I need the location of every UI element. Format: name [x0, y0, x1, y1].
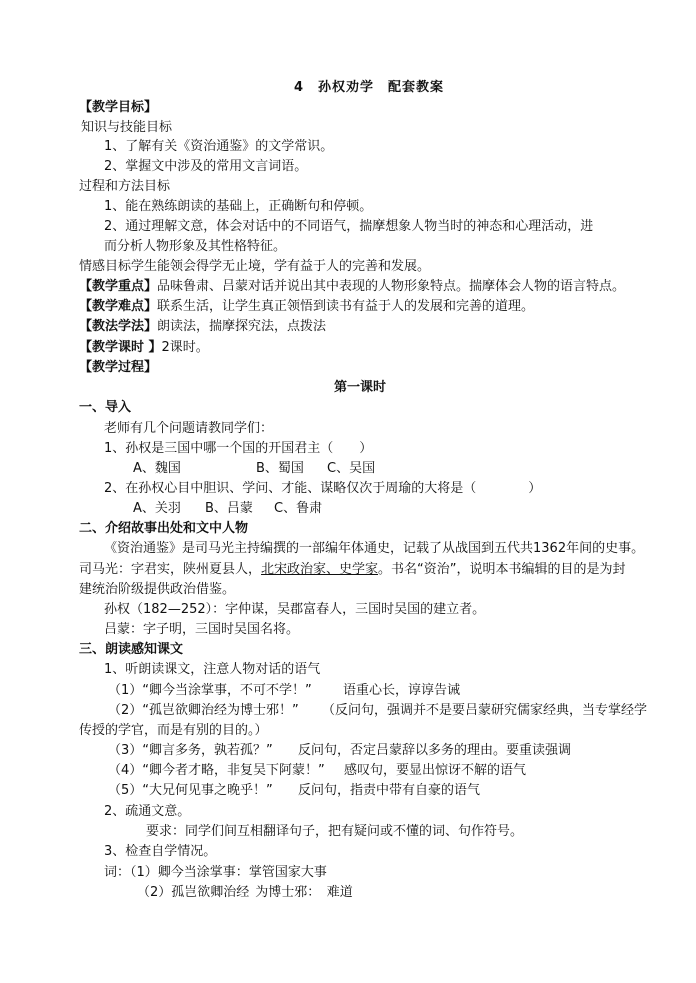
question-2: 2、在孙权心目中胆识、学问、才能、谋略仅次于周瑜的大将是（ ） [104, 481, 542, 496]
dialogue-item [108, 742, 273, 760]
key-points-label: 【教学重点】 [79, 279, 158, 294]
option: A、关羽 [133, 501, 181, 516]
dialogue-num: （1） [108, 683, 143, 698]
dialogue-num: （4） [108, 763, 143, 778]
dialogue-item [108, 702, 299, 720]
page-title: 4 孙权劝学 配套教案 [294, 80, 445, 95]
word-item [137, 884, 353, 902]
background-paragraph [79, 561, 626, 579]
dialogue-quote: “卿今者才略，非复吴下阿蒙！” [142, 763, 325, 778]
hours-label: 【教学课时 】 [79, 340, 162, 355]
sima-guang-intro: 司马光：字君实，陕州夏县人， [79, 562, 262, 577]
methods-label: 【教法学法】 [79, 319, 158, 334]
objectives-heading: 【教学目标】 [79, 100, 158, 115]
dialogue-item [108, 782, 273, 800]
process-heading: 【教学过程】 [79, 360, 158, 375]
word-phrase: 卿今当涂掌事： [157, 865, 249, 880]
methods [79, 318, 326, 336]
intro-heading: 一、导入 [79, 400, 132, 415]
question-1: 1、孙权是三国中哪一个国的开国君主（ ） [104, 441, 373, 456]
lesson-title: 第一课时 [334, 380, 387, 395]
dialogue-quote: “孤岂欲卿治经为博士邪！” [142, 703, 299, 718]
difficulties-label: 【教学难点】 [79, 299, 158, 314]
reading-step-3: 3、检查自学情况。 [104, 844, 217, 859]
word-meaning: 为博士邪： 难道 [255, 885, 353, 900]
option: B、蜀国 [256, 461, 304, 476]
difficulties-text: 联系生活，让学生真正领悟到读书有益于人的发展和完善的道理。 [157, 299, 535, 314]
intro-lead: 老师有几个问题请教同学们： [104, 421, 274, 436]
reading-step-2: 2、疏通文意。 [104, 804, 191, 819]
sima-guang-title: 北宋政治家、史学家 [261, 562, 379, 577]
option: A、魏国 [133, 461, 181, 476]
requirement: 要求：同学们间互相翻译句子，把有疑问或不懂的词、句作符号。 [146, 824, 524, 839]
reading-step-1: 1、听朗读课文，注意人物对话的语气 [104, 662, 321, 677]
option: B、吕蒙 [205, 501, 253, 516]
word-num: （2） [137, 885, 172, 900]
process-goal-item: 而分析人物形象及其性格特征。 [104, 239, 287, 254]
words-label: 词： [104, 865, 131, 880]
hours-text: 2课时。 [161, 340, 209, 355]
dialogue-quote: “卿今当涂掌事，不可不学！” [142, 683, 312, 698]
sun-quan-intro: 孙权（182—252）：字仲谋，吴郡富春人，三国时吴国的建立者。 [104, 602, 486, 617]
dialogue-quote: “卿言多务，孰若孤？” [142, 743, 273, 758]
process-goal-label: 过程和方法目标 [79, 179, 171, 194]
hours [79, 339, 209, 357]
emotion-goal: 情感目标学生能领会得学无止境，学有益于人的完善和发展。 [79, 259, 431, 274]
dialogue-note: 反问句，指责中带有自豪的语气 [298, 783, 481, 798]
dialogue-item [108, 762, 325, 780]
methods-text: 朗读法，揣摩探究法，点拨法 [157, 319, 327, 334]
word-item [104, 864, 327, 882]
dialogue-note: （反问句，强调并不是要吕蒙研究儒家经典，当专掌经学 [322, 703, 648, 718]
dialogue-note: 语重心长，谆谆告诫 [343, 683, 461, 698]
option: C、吴国 [327, 461, 376, 476]
dialogue-note: 感叹句，要显出惊讶不解的语气 [344, 763, 527, 778]
word-meaning: 掌管国家大事 [248, 865, 327, 880]
book-name-note: 。书名“资治”，说明本书编辑的目的是为封 [378, 562, 626, 577]
dialogue-quote: “大兄何见事之晚乎！” [142, 783, 273, 798]
knowledge-goal-label: 知识与技能目标 [81, 120, 173, 135]
reading-heading: 三、朗读感知课文 [79, 642, 184, 657]
difficulties [79, 298, 534, 316]
dialogue-item [108, 682, 312, 700]
dialogue-num: （5） [108, 783, 143, 798]
dialogue-num: （2） [108, 703, 143, 718]
word-num: （1） [130, 865, 158, 880]
word-phrase: 孤岂欲卿治经 [171, 885, 250, 900]
dialogue-note: 反问句，否定吕蒙辞以多务的理由。要重读强调 [298, 743, 572, 758]
key-points [79, 278, 625, 296]
knowledge-goal-item: 2、掌握文中涉及的常用文言词语。 [104, 159, 308, 174]
dialogue-num: （3） [108, 743, 143, 758]
option: C、鲁肃 [274, 501, 323, 516]
background-paragraph: 建统治阶级提供政治借鉴。 [79, 582, 236, 597]
knowledge-goal-item: 1、了解有关《资治通鉴》的文学常识。 [104, 139, 334, 154]
background-paragraph: 《资治通鉴》是司马光主持编撰的一部编年体通史，记载了从战国到五代共1362年间的史事。 [104, 541, 645, 556]
lv-meng-intro: 吕蒙：字子明，三国时吴国名将。 [104, 622, 300, 637]
process-goal-item: 1、能在熟练朗读的基础上，正确断句和停顿。 [104, 199, 373, 214]
background-heading: 二、介绍故事出处和文中人物 [79, 521, 249, 536]
process-goal-item: 2、通过理解文意，体会对话中的不同语气，揣摩想象人物当时的神态和心理活动，进 [104, 219, 594, 234]
dialogue-note: 传授的学官，而是有别的目的。） [79, 723, 268, 738]
key-points-text: 品味鲁肃、吕蒙对话并说出其中表现的人物形象特点。揣摩体会人物的语言特点。 [157, 279, 626, 294]
